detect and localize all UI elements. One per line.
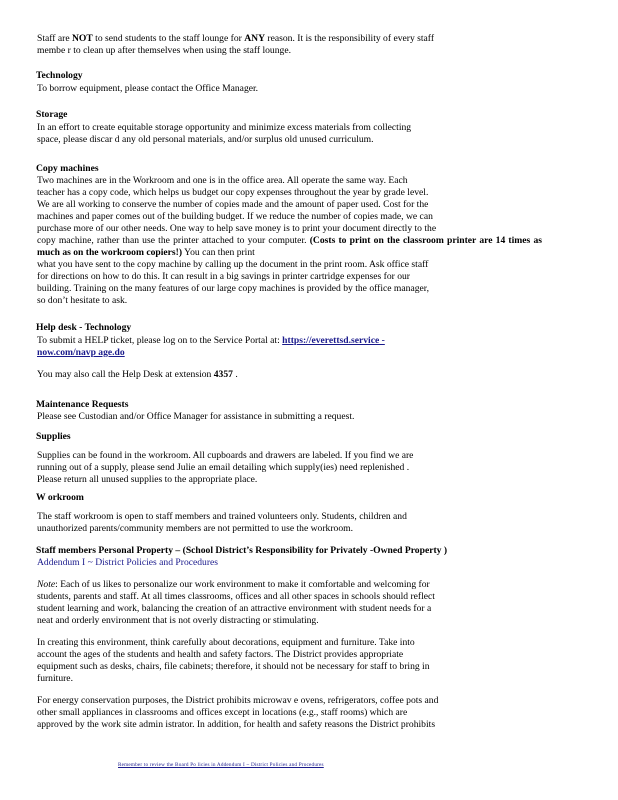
maintenance-heading: Maintenance Requests	[36, 399, 129, 410]
help-desk-extension: 4357	[213, 369, 233, 380]
note-label: Note	[37, 579, 56, 590]
footer-board-policies: Remember to review the Board Po licies in Addendum I ~ District Policies and Procedures	[118, 762, 324, 768]
workroom-paragraph: The staff workroom is open to staff members and trained volunteers only. Students, children and unauthorized parents/community members are not permitted to use the workroom.	[37, 511, 407, 534]
any-emphasis: ANY	[244, 33, 266, 44]
staff-lounge-line-1: Staff are NOT to send students to the staff lounge for ANY reason. It is the responsibility of every staff	[37, 33, 435, 44]
storage-paragraph: In an effort to create equitable storage opportunity and minimize excess materials from collecting space, please discar d any old personal materials, and/or surplus old unused curriculum.	[37, 122, 412, 145]
technology-text: To borrow equipment, please contact the Office Manager.	[37, 83, 259, 94]
help-desk-heading: Help desk - Technology	[36, 322, 132, 333]
supplies-paragraph: Supplies can be found in the workroom. All cupboards and drawers are labeled. If you find we are running out of a supply, please send Julie an email detailing which supply(ies) need replenished . Please return all unused supplies to the appropriate place.	[37, 450, 414, 485]
technology-heading: Technology	[36, 70, 83, 81]
copy-machines-heading: Copy machines	[36, 163, 99, 174]
staff-lounge-line-2: membe r to clean up after themselves when using the staff lounge.	[37, 45, 291, 56]
service-portal-link[interactable]: https://everettsd.service -	[282, 335, 385, 346]
copy-cost-note: (Costs to print on the classroom printer are 14 times as much as on the workroom copiers!)	[37, 235, 542, 258]
staff-property-heading: Staff members Personal Property – (School District’s Responsibility for Privately -Owned Property )	[36, 545, 448, 556]
copy-machines-paragraph: Two machines are in the Workroom and one is in the office area. All operate the same way. Each teacher has a copy code, which helps us budget our copy expenses throughout the year by grade level. We are all working to conserve the number of copies made and the amount of paper used. Cost for the machines and paper comes out of the building budget. If we reduce the number of copies made, we can purchase more of our other needs. One way to help save money is to print your document directly to the copy machine, rather than use the printer attached to your computer. (Costs to print on the classroom printer are 14 times as much as on the workroom copiers!) You can then print what you have sent to the copy machine by calling up the document in the print room. Ask office staff for directions on how to do this. It can result in a big savings in printer cartridge expenses for our building. Training on the many features of our large copy machines is provided by the office manager, so don’t hesitate to ask.	[37, 175, 542, 306]
supplies-heading: Supplies	[36, 431, 71, 442]
workroom-heading: W orkroom	[36, 492, 84, 503]
addendum-reference: Addendum I ~ District Policies and Procedures	[37, 557, 219, 568]
staff-lounge-paragraph	[37, 33, 542, 57]
maintenance-text: Please see Custodian and/or Office Manager for assistance in submitting a request.	[37, 411, 355, 422]
storage-heading: Storage	[36, 109, 68, 120]
help-desk-paragraph: To submit a HELP ticket, please log on to the Service Portal at: https://everettsd.service - now.com/navp age.do You may also call the Help Desk at extension 4357 .	[37, 335, 385, 380]
not-emphasis: NOT	[71, 33, 93, 44]
service-portal-link-continued[interactable]: now.com/navp age.do	[37, 347, 125, 358]
staff-property-section: Addendum I ~ District Policies and Procedures Note: Each of us likes to personalize our work environment to make it comfortable and welcoming for students, parents and staff. At all times classrooms, offices and all other spaces in schools should reflect student learning and work, balancing the creation of an attractive environment with student needs for a neat and orderly environment that is not overly distracting or stimulating. In creating this environment, think carefully about decorations, equipment and furniture. Take into account the ages of the students and health and safety factors. The District provides appropriate equipment such as desks, chairs, file cabinets; therefore, it should not be necessary for staff to bring in furniture. For energy conservation purposes, the District prohibits microwav e ovens, refrigerators, coffee pots and other small appliances in classrooms and offices except in locations (e.g., staff rooms) which are approved by the work site admin istrator. In addition, for health and safety reasons the District prohibits	[37, 557, 542, 731]
